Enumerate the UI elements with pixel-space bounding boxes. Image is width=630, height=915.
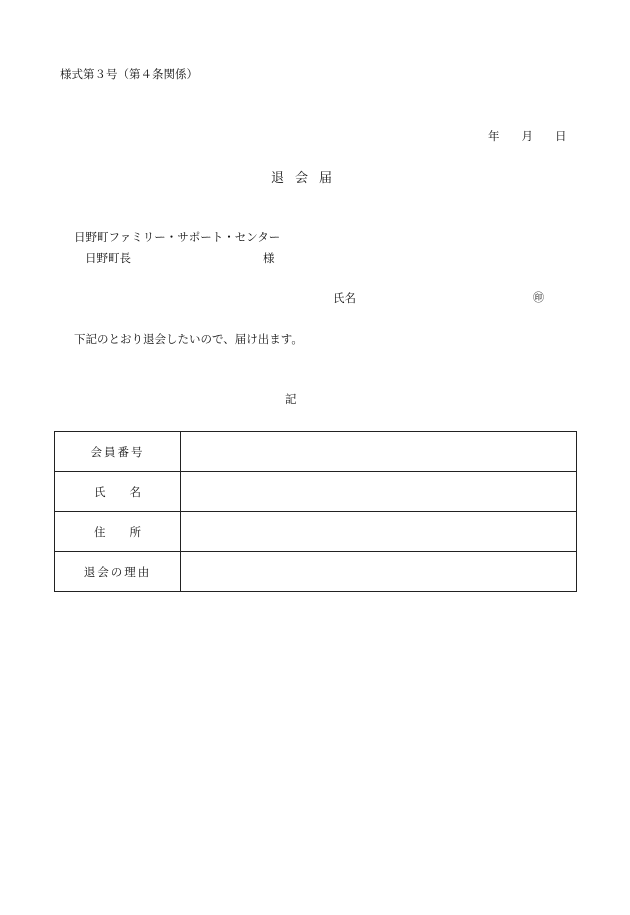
name-label: 氏名 [94, 484, 165, 499]
member-number-label: 会員番号 [90, 444, 145, 459]
table-label-cell [55, 552, 181, 592]
withdrawal-form-table [54, 431, 577, 592]
statement-text: 下記のとおり退会したいので、届け出ます。 [74, 332, 303, 346]
ki-heading: 記 [285, 392, 297, 406]
applicant-name-label: 氏名 [333, 291, 356, 305]
address-field[interactable] [181, 512, 577, 552]
table-row [55, 552, 577, 592]
date-month-label: 月 [521, 129, 533, 143]
addressee-organization: 日野町ファミリー・サポート・センター [74, 230, 281, 244]
table-row [55, 472, 577, 512]
document-title [271, 172, 343, 185]
title-char-2: 会 [295, 171, 311, 186]
table-label-cell [55, 432, 181, 472]
withdrawal-reason-label: 退会の理由 [83, 564, 152, 579]
table-row [55, 512, 577, 552]
title-char-3: 届 [319, 171, 335, 186]
date-day-label: 日 [555, 129, 567, 143]
addressee-title: 日野町長 [85, 251, 131, 265]
address-label: 住所 [94, 524, 165, 539]
member-number-field[interactable] [181, 432, 577, 472]
seal-mark: ㊞ [533, 291, 544, 304]
table-row [55, 432, 577, 472]
date-line [488, 131, 567, 143]
withdrawal-reason-field[interactable] [181, 552, 577, 592]
addressee-honorific: 様 [263, 251, 275, 265]
title-char-1: 退 [271, 171, 287, 186]
date-year-label: 年 [488, 129, 500, 143]
name-field[interactable] [181, 472, 577, 512]
table-label-cell [55, 512, 181, 552]
form-number: 様式第３号（第４条関係） [60, 67, 198, 81]
table-label-cell [55, 472, 181, 512]
